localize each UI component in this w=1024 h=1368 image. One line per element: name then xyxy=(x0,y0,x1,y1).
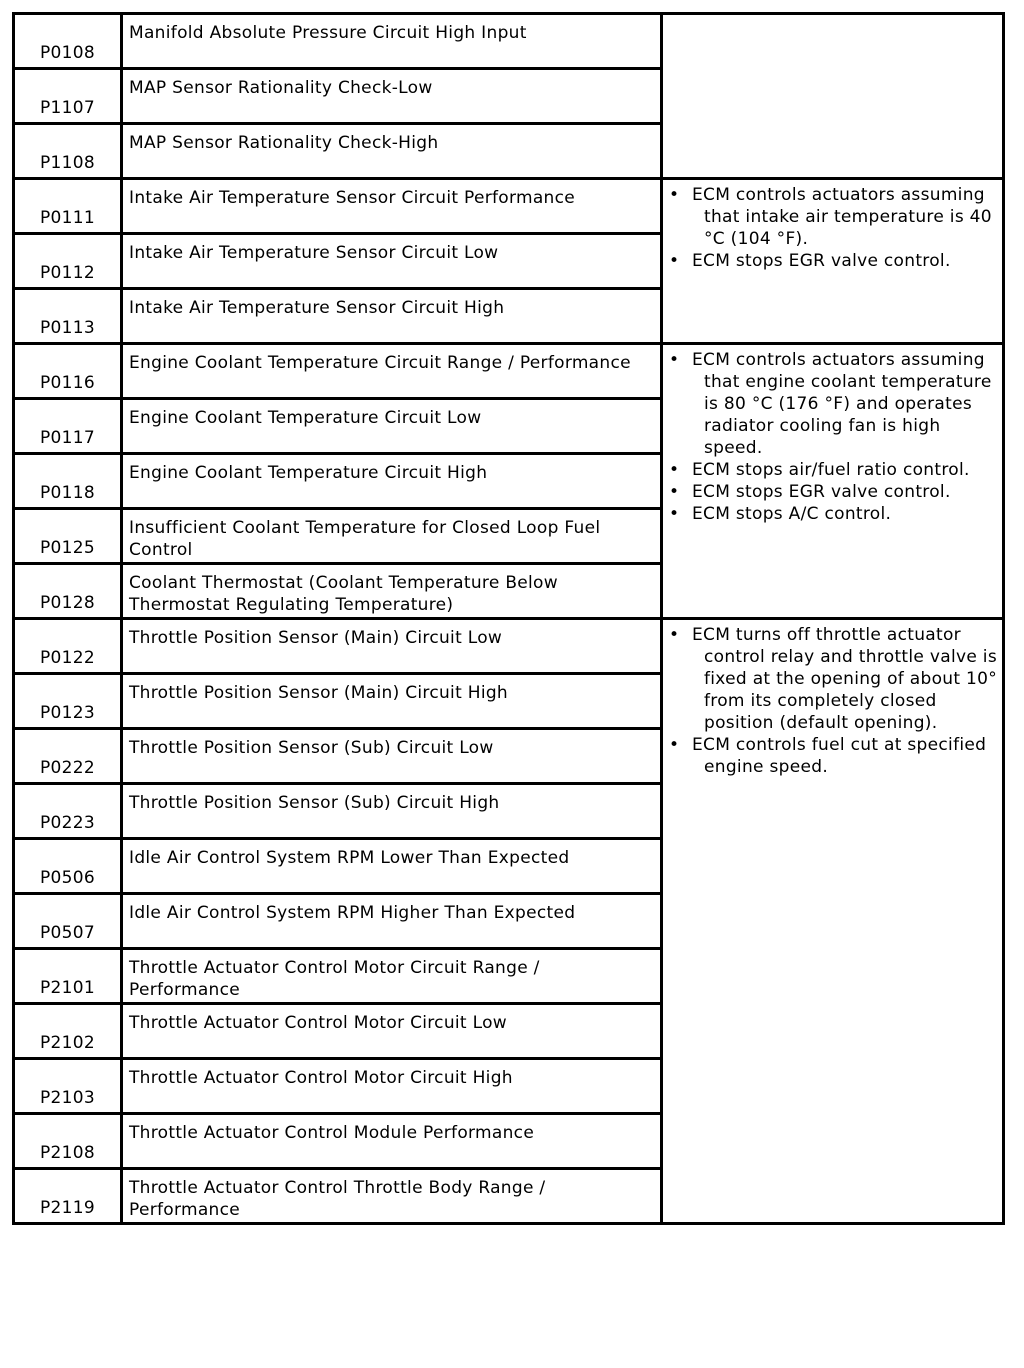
dtc-code: P0108 xyxy=(14,14,122,69)
dtc-code: P0116 xyxy=(14,344,122,399)
dtc-description: Insufficient Coolant Temperature for Closed Loop Fuel Control xyxy=(122,509,662,564)
dtc-table-body xyxy=(14,14,1004,1224)
fail-safe-cell xyxy=(662,14,1004,179)
fail-safe-list xyxy=(663,624,1002,778)
dtc-description: Intake Air Temperature Sensor Circuit Low xyxy=(122,234,662,289)
dtc-code: P1107 xyxy=(14,69,122,124)
dtc-failsafe-table xyxy=(12,12,1005,1225)
fail-safe-list xyxy=(663,349,1002,525)
dtc-code: P0125 xyxy=(14,509,122,564)
fail-safe-cell xyxy=(662,619,1004,1224)
dtc-description: Throttle Actuator Control Module Performance xyxy=(122,1114,662,1169)
fail-safe-item: • ECM turns off throttle actuator control relay and throttle valve is fixed at the opening of about 10° from its completely closed position (default opening). xyxy=(663,624,1002,734)
table-row xyxy=(14,14,1004,69)
dtc-description: Engine Coolant Temperature Circuit Low xyxy=(122,399,662,454)
dtc-code: P0222 xyxy=(14,729,122,784)
fail-safe-cell xyxy=(662,344,1004,619)
dtc-code: P0112 xyxy=(14,234,122,289)
fail-safe-item: • ECM controls actuators assuming that intake air temperature is 40 °C (104 °F). xyxy=(663,184,1002,250)
dtc-code: P0123 xyxy=(14,674,122,729)
dtc-code: P0128 xyxy=(14,564,122,619)
dtc-code: P0118 xyxy=(14,454,122,509)
dtc-code: P2108 xyxy=(14,1114,122,1169)
dtc-code: P0111 xyxy=(14,179,122,234)
table-row xyxy=(14,344,1004,399)
fail-safe-item: • ECM stops EGR valve control. xyxy=(663,250,1002,272)
dtc-description: Idle Air Control System RPM Higher Than Expected xyxy=(122,894,662,949)
dtc-description: Intake Air Temperature Sensor Circuit Performance xyxy=(122,179,662,234)
fail-safe-cell xyxy=(662,179,1004,344)
dtc-description: MAP Sensor Rationality Check-High xyxy=(122,124,662,179)
dtc-description: Manifold Absolute Pressure Circuit High Input xyxy=(122,14,662,69)
dtc-code: P2103 xyxy=(14,1059,122,1114)
dtc-description: MAP Sensor Rationality Check-Low xyxy=(122,69,662,124)
dtc-description: Throttle Position Sensor (Sub) Circuit Low xyxy=(122,729,662,784)
dtc-description: Engine Coolant Temperature Circuit High xyxy=(122,454,662,509)
fail-safe-item: • ECM stops air/fuel ratio control. xyxy=(663,459,1002,481)
dtc-description: Throttle Position Sensor (Main) Circuit Low xyxy=(122,619,662,674)
fail-safe-item: • ECM controls actuators assuming that engine coolant temperature is 80 °C (176 °F) and operates radiator cooling fan is high speed. xyxy=(663,349,1002,459)
dtc-description: Engine Coolant Temperature Circuit Range / Performance xyxy=(122,344,662,399)
dtc-description: Coolant Thermostat (Coolant Temperature Below Thermostat Regulating Temperature) xyxy=(122,564,662,619)
dtc-description: Intake Air Temperature Sensor Circuit High xyxy=(122,289,662,344)
dtc-code: P0122 xyxy=(14,619,122,674)
dtc-code: P1108 xyxy=(14,124,122,179)
fail-safe-item: • ECM stops EGR valve control. xyxy=(663,481,1002,503)
dtc-description: Throttle Actuator Control Throttle Body Range / Performance xyxy=(122,1169,662,1224)
dtc-code: P0113 xyxy=(14,289,122,344)
fail-safe-list xyxy=(663,184,1002,272)
fail-safe-item: • ECM controls fuel cut at specified engine speed. xyxy=(663,734,1002,778)
table-row xyxy=(14,179,1004,234)
dtc-description: Throttle Position Sensor (Main) Circuit High xyxy=(122,674,662,729)
dtc-description: Throttle Actuator Control Motor Circuit High xyxy=(122,1059,662,1114)
table-row xyxy=(14,619,1004,674)
dtc-description: Throttle Actuator Control Motor Circuit Low xyxy=(122,1004,662,1059)
dtc-description: Idle Air Control System RPM Lower Than Expected xyxy=(122,839,662,894)
dtc-code: P2102 xyxy=(14,1004,122,1059)
dtc-code: P0507 xyxy=(14,894,122,949)
dtc-description: Throttle Actuator Control Motor Circuit Range / Performance xyxy=(122,949,662,1004)
dtc-code: P0223 xyxy=(14,784,122,839)
dtc-code: P2101 xyxy=(14,949,122,1004)
dtc-code: P2119 xyxy=(14,1169,122,1224)
dtc-code: P0506 xyxy=(14,839,122,894)
dtc-code: P0117 xyxy=(14,399,122,454)
fail-safe-item: • ECM stops A/C control. xyxy=(663,503,1002,525)
dtc-description: Throttle Position Sensor (Sub) Circuit High xyxy=(122,784,662,839)
